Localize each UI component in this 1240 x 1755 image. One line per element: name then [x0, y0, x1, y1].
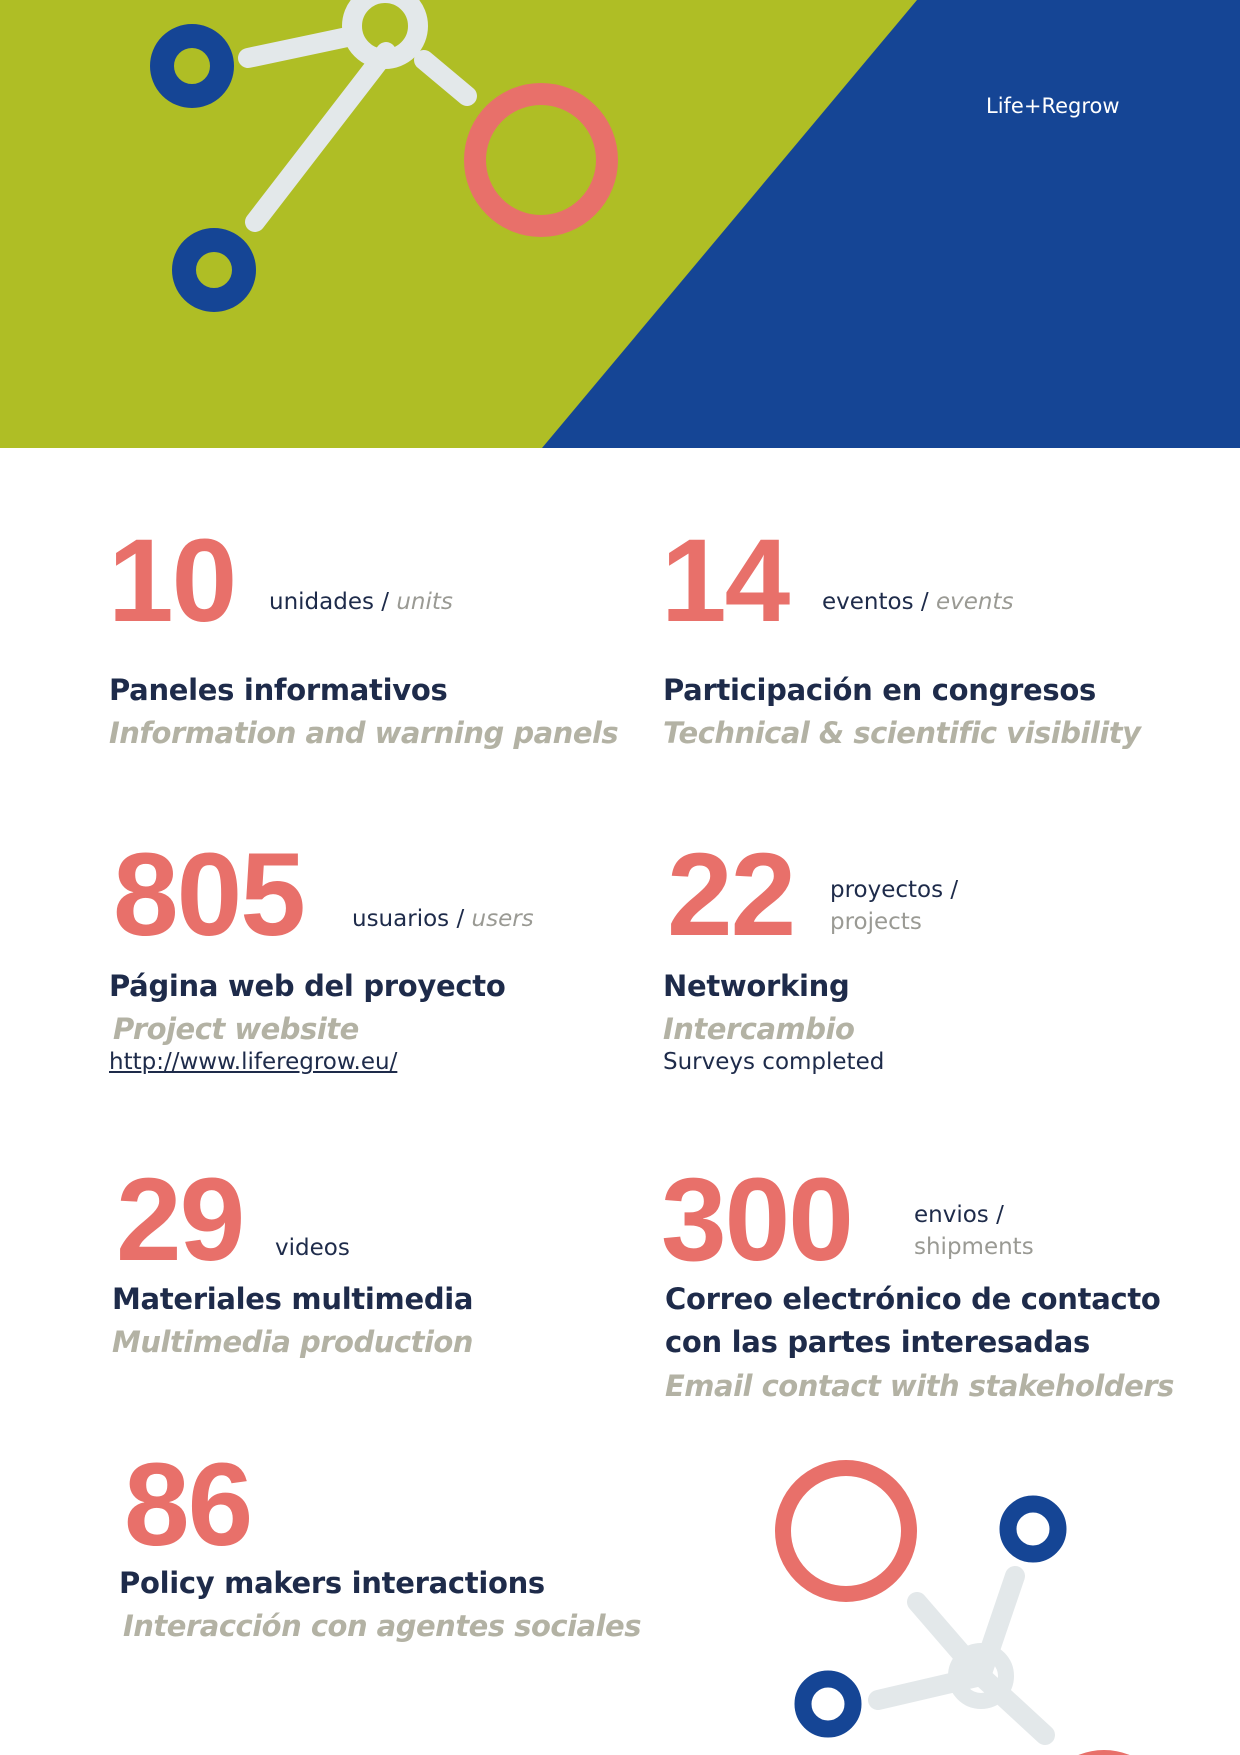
- stat-email-number: 300: [661, 1154, 852, 1286]
- stat-multimedia-number: 29: [116, 1154, 244, 1286]
- stat-multimedia-subtitle: Multimedia production: [112, 1325, 473, 1359]
- stat-website-number: 805: [113, 829, 304, 961]
- stat-policy-number: 86: [124, 1439, 252, 1571]
- stat-networking-subtitle: Intercambio: [663, 1012, 855, 1046]
- stat-policy-title: Policy makers interactions: [119, 1566, 545, 1600]
- stat-congress-subtitle: Technical & scientific visibility: [663, 716, 1141, 750]
- stat-networking-title: Networking: [663, 969, 850, 1003]
- brand-name: Life+Regrow: [986, 94, 1120, 118]
- stat-email-title: Correo electrónico de contacto con las partes interesadas: [665, 1282, 1161, 1359]
- stat-panels-number: 10: [108, 515, 236, 647]
- stat-panels-unit: unidades / units: [269, 589, 453, 615]
- stat-website-title: Página web del proyecto: [109, 969, 506, 1003]
- website-link[interactable]: http://www.liferegrow.eu/: [109, 1049, 398, 1075]
- stat-policy-subtitle: Interacción con agentes sociales: [123, 1609, 641, 1643]
- stat-congress-unit: eventos / events: [822, 589, 1014, 615]
- stat-networking-unit: proyectos / projects: [830, 877, 959, 936]
- stat-networking-note: Surveys completed: [663, 1049, 885, 1075]
- stat-website-subtitle: Project website: [113, 1012, 359, 1046]
- stat-multimedia-title: Materiales multimedia: [112, 1282, 474, 1316]
- stat-multimedia-unit: videos: [275, 1235, 350, 1261]
- stat-congress-number: 14: [661, 515, 789, 647]
- header-banner: [0, 0, 1240, 448]
- stat-email-unit: envios / shipments: [914, 1202, 1034, 1261]
- molecule-icon-bottom: [783, 1468, 1164, 1755]
- stat-panels-title: Paneles informativos: [109, 673, 448, 707]
- stat-email-subtitle: Email contact with stakeholders: [665, 1369, 1174, 1403]
- stat-website-unit: usuarios / users: [352, 906, 534, 932]
- stat-panels-subtitle: Information and warning panels: [109, 716, 619, 750]
- stat-congress-title: Participación en congresos: [663, 673, 1096, 707]
- stat-networking-number: 22: [667, 829, 795, 961]
